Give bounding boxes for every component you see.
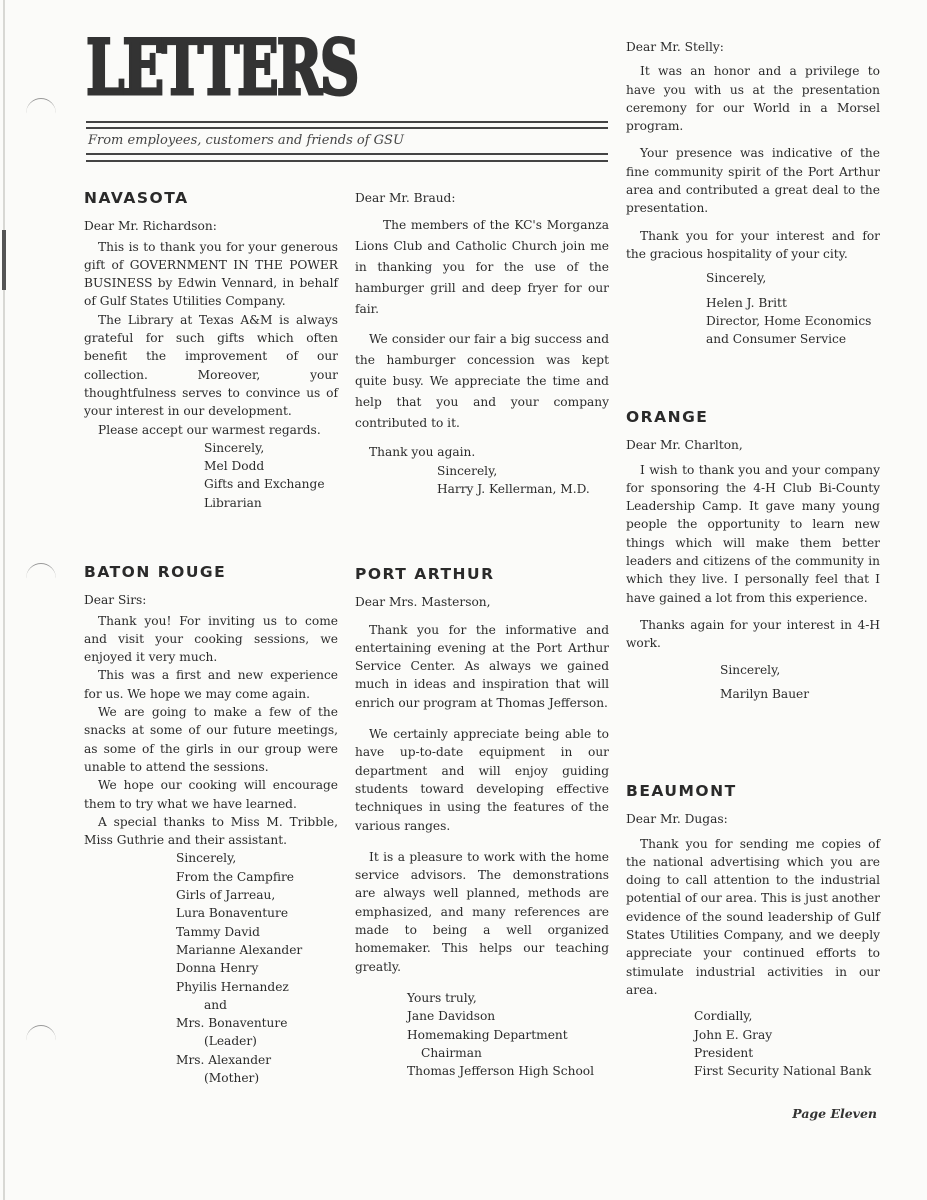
paragraph: The members of the KC's Morganza Lions Club and Catholic Church join me in thanking you for the use of the hamburger grill and deep fryer for our fair.	[355, 218, 609, 317]
signer-title: Homemaking Department	[407, 1027, 568, 1042]
page-edge	[3, 0, 5, 1200]
paragraph: We are going to make a few of the snacks at some of our future meetings, as some of the girls in our group were unable to attend the sessions.	[84, 705, 338, 774]
signer-name: Jane Davidson	[407, 1009, 496, 1024]
paragraph: The Library at Texas A&M is always grateful for such gifts which often benefit the improvement of our collection. Moreover, your thoughtfulness serves to convince us of your interest in our development.	[84, 312, 338, 419]
divider	[86, 121, 608, 123]
paragraph: A special thanks to Miss M. Tribble, Miss Guthrie and their assistant.	[84, 814, 338, 848]
paragraph: Thank you for your interest and for the gracious hospitality of your city.	[626, 228, 880, 261]
punch-hole	[26, 1025, 56, 1056]
paragraph: This is to thank you for your generous gift of GOVERNMENT IN THE POWER BUSINESS by Edwin Vennard, in behalf of Gulf States Utilities Company.	[84, 239, 338, 309]
punch-hole	[26, 563, 56, 594]
paragraph: Thanks again for your interest in 4-H work.	[626, 617, 880, 651]
salutation: Dear Mr. Charlton,	[626, 438, 743, 453]
page-title: LETTERS	[86, 23, 358, 112]
divider	[86, 160, 608, 162]
signer-title: Gifts and Exchange	[204, 477, 325, 492]
signer-name: Marianne Alexander	[176, 942, 303, 957]
closing: Cordially,	[694, 1009, 753, 1024]
city-heading: ORANGE	[626, 408, 709, 426]
closing: Sincerely,	[204, 440, 265, 455]
tagline: From employees, customers and friends of GSU	[88, 133, 404, 148]
punch-hole	[26, 98, 56, 129]
salutation: Dear Mrs. Masterson,	[355, 595, 491, 610]
signer-name: Tammy David	[176, 924, 260, 939]
closing: Sincerely,	[437, 463, 498, 478]
signer-name: Mrs. Bonaventure	[176, 1016, 288, 1031]
divider	[86, 127, 608, 129]
signer-title: (Mother)	[204, 1071, 260, 1086]
letter-stelly	[626, 38, 880, 348]
signer-name: Girls of Jarreau,	[176, 888, 276, 903]
closing: Sincerely,	[706, 271, 767, 286]
signer-name: Mrs. Alexander	[176, 1052, 272, 1067]
paragraph: We certainly appreciate being able to have up-to-date equipment in our department and will enjoy guiding students toward developing effective techniques in using the features of the various ranges.	[355, 727, 609, 833]
signer-title: President	[694, 1045, 754, 1060]
city-heading: NAVASOTA	[84, 189, 189, 207]
signature	[355, 989, 609, 1080]
signer-name: Donna Henry	[176, 961, 259, 976]
paragraph: We hope our cooking will encourage them to try what we have learned.	[84, 778, 338, 811]
signature	[626, 661, 880, 704]
paragraph: I wish to thank you and your company for sponsoring the 4-H Club Bi-County Leadership Camp. It gave many young people the opportunity to learn new things which will make them better leaders and citizens of the community in which they live. I personally feel that I have gained a lot from this experience.	[626, 462, 880, 605]
letter-baton-rouge	[84, 563, 338, 1087]
signer-name: Harry J. Kellerman, M.D.	[437, 481, 590, 496]
signer-title: Chairman	[421, 1045, 482, 1060]
signer-title: Director, Home Economics	[706, 313, 872, 328]
letter-port-arthur	[355, 565, 609, 1080]
signature	[84, 849, 338, 1087]
paragraph: Your presence was indicative of the fine community spirit of the Port Arthur area and contributed a great deal to the presentation.	[626, 146, 880, 216]
signer-name: Phyilis Hernandez	[176, 979, 289, 994]
signer-name: and	[204, 997, 227, 1012]
signer-name: John E. Gray	[694, 1027, 773, 1042]
signature	[626, 1007, 880, 1080]
closing: Sincerely,	[176, 851, 237, 866]
signature	[355, 462, 609, 499]
letter-orange	[626, 408, 880, 703]
signer-title: (Leader)	[204, 1034, 257, 1049]
city-heading: PORT ARTHUR	[355, 565, 495, 583]
masthead	[86, 23, 463, 112]
city-heading: BATON ROUGE	[84, 563, 227, 581]
signer-name: Helen J. Britt	[706, 295, 787, 310]
paragraph: It was an honor and a privilege to have you with us at the presentation ceremony for our World in a Morsel program.	[626, 64, 880, 134]
closing: Sincerely,	[720, 662, 781, 677]
closing: Yours truly,	[407, 990, 477, 1005]
paragraph: This was a first and new experience for us. We hope we may come again.	[84, 668, 338, 701]
paragraph: It is a pleasure to work with the home service advisors. The demonstrations are always well planned, methods are emphasized, and many references are made to being a well organized homemaker. This helps our teaching greatly.	[355, 849, 609, 974]
salutation: Dear Mr. Richardson:	[84, 219, 217, 234]
signer-name: From the Campfire	[176, 869, 295, 884]
signer-name: Marilyn Bauer	[720, 686, 810, 701]
paragraph: Thank you for sending me copies of the national advertising which you are doing to call attention to the industrial potential of our area. This is just another evidence of the sound leadership of Gulf States Utilities Company, and we deeply appreciate your continued efforts to stimulate industrial activities in our area.	[626, 836, 880, 997]
signer-title: Thomas Jefferson High School	[407, 1064, 595, 1079]
paragraph: Thank you again.	[369, 445, 476, 460]
letter-navasota	[84, 189, 338, 512]
salutation: Dear Mr. Stelly:	[626, 40, 724, 54]
salutation: Dear Mr. Dugas:	[626, 812, 728, 827]
signer-title: First Security National Bank	[694, 1064, 872, 1079]
paragraph: Thank you for the informative and entertaining evening at the Port Arthur Service Center. As always we gained much in ideas and inspiration that will enrich our program at Thomas Jefferson.	[355, 622, 609, 710]
page-number: Page Eleven	[792, 1106, 877, 1121]
paragraph: We consider our fair a big success and the hamburger concession was kept quite busy. We appreciate the time and help that you and your company contributed to it.	[355, 332, 609, 431]
signer-title: Librarian	[204, 495, 262, 510]
letter-braud	[355, 189, 609, 498]
signer-name: Lura Bonaventure	[176, 906, 289, 921]
signature	[84, 439, 338, 512]
signer-name: Mel Dodd	[204, 459, 265, 474]
salutation: Dear Sirs:	[84, 593, 147, 608]
signer-title: and Consumer Service	[706, 332, 847, 347]
paragraph: Thank you! For inviting us to come and visit your cooking sessions, we enjoyed it very much.	[84, 613, 338, 665]
letter-beaumont	[626, 782, 880, 1080]
divider	[86, 153, 608, 155]
salutation: Dear Mr. Braud:	[355, 191, 456, 205]
signature	[626, 269, 880, 348]
paragraph: Please accept our warmest regards.	[98, 422, 321, 437]
city-heading: BEAUMONT	[626, 782, 737, 800]
binding-mark	[2, 230, 6, 290]
